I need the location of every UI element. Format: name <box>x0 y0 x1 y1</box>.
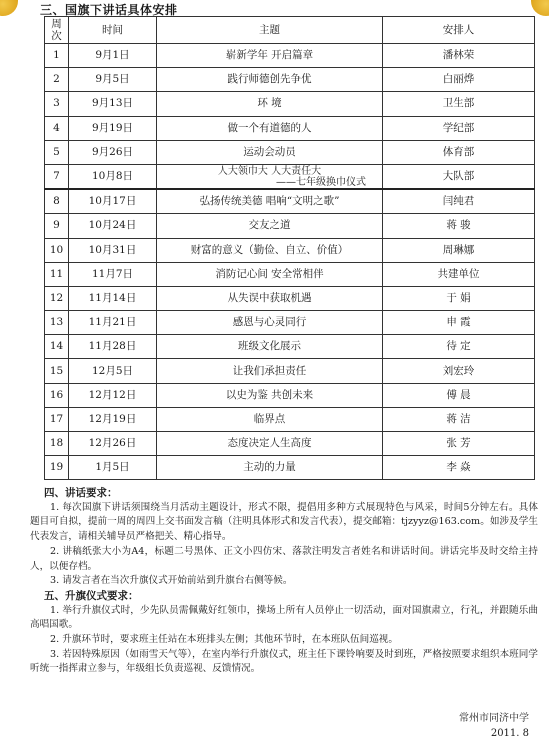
cell-week: 5 <box>45 140 69 164</box>
cell-week: 2 <box>45 68 69 92</box>
cell-week: 4 <box>45 116 69 140</box>
flag-requirement-item: 1. 举行升旗仪式时，少先队员需佩戴好红领巾，操场上所有人员停止一切活动，面对国旗肃立，行礼，并跟随乐曲高唱国歌。 <box>30 604 538 631</box>
cell-week: 14 <box>45 335 69 359</box>
cell-time: 12月19日 <box>69 407 157 431</box>
table-row <box>45 432 535 456</box>
cell-person: 刘宏玲 <box>383 359 535 383</box>
cell-topic-line2: ——七年级换巾仪式 <box>276 176 366 188</box>
cell-person: 蒋 洁 <box>383 407 535 431</box>
cell-topic: 环 境 <box>157 92 383 116</box>
flag-requirement-item: 2. 升旗环节时，要求班主任站在本班排头左侧；其他环节时，在本班队伍间巡视。 <box>50 634 398 646</box>
cell-person: 闫纯君 <box>383 189 535 214</box>
cell-week: 3 <box>45 92 69 116</box>
requirements-section <box>30 486 538 677</box>
header-week: 周次 <box>45 17 69 44</box>
cell-time: 12月12日 <box>69 383 157 407</box>
signature-block <box>459 711 529 741</box>
cell-time: 10月24日 <box>69 214 157 238</box>
cell-topic: 班级文化展示 <box>157 335 383 359</box>
cell-time: 12月5日 <box>69 359 157 383</box>
table-row <box>45 383 535 407</box>
header-person: 安排人 <box>383 17 535 44</box>
cell-topic: 交友之道 <box>157 214 383 238</box>
cell-person: 体育部 <box>383 140 535 164</box>
cell-time: 10月17日 <box>69 189 157 214</box>
table-row <box>45 238 535 262</box>
cell-person: 大队部 <box>383 164 535 189</box>
section-title: 三、国旗下讲话具体安排 <box>40 3 178 17</box>
cell-topic: 消防记心间 安全常相伴 <box>157 262 383 286</box>
cell-time: 10月8日 <box>69 164 157 189</box>
cell-time: 10月31日 <box>69 238 157 262</box>
cell-week: 17 <box>45 407 69 431</box>
cell-person: 张 芳 <box>383 432 535 456</box>
cell-topic: 运动会动员 <box>157 140 383 164</box>
schedule-table <box>44 16 535 480</box>
cell-topic: 做一个有道德的人 <box>157 116 383 140</box>
cell-topic: 财富的意义（勤俭、自立、价值） <box>157 238 383 262</box>
cell-time: 9月19日 <box>69 116 157 140</box>
cell-week: 16 <box>45 383 69 407</box>
speech-requirements-heading: 四、讲话要求： <box>44 487 118 499</box>
cell-week: 10 <box>45 238 69 262</box>
cell-time: 9月13日 <box>69 92 157 116</box>
table-row <box>45 68 535 92</box>
table-row <box>45 189 535 214</box>
cell-person: 白丽烨 <box>383 68 535 92</box>
cell-week: 1 <box>45 44 69 68</box>
cell-week: 9 <box>45 214 69 238</box>
cell-time: 12月26日 <box>69 432 157 456</box>
cell-person: 潘林荣 <box>383 44 535 68</box>
cell-week: 13 <box>45 311 69 335</box>
cell-time: 9月1日 <box>69 44 157 68</box>
cell-time: 11月21日 <box>69 311 157 335</box>
table-row <box>45 456 535 480</box>
speech-requirement-item: 2. 讲稿纸张大小为A4，标题二号黑体、正文小四仿宋、落款注明发言者姓名和讲话时间。讲话完毕及时交给主持人，以便存档。 <box>30 545 538 572</box>
cell-person: 李 焱 <box>383 456 535 480</box>
cell-person: 卫生部 <box>383 92 535 116</box>
cell-time: 11月14日 <box>69 286 157 310</box>
cell-topic: 让我们承担责任 <box>157 359 383 383</box>
cell-topic: 主动的力量 <box>157 456 383 480</box>
cell-week: 12 <box>45 286 69 310</box>
table-row <box>45 286 535 310</box>
cell-time: 11月7日 <box>69 262 157 286</box>
cell-person: 于 娟 <box>383 286 535 310</box>
cell-week: 18 <box>45 432 69 456</box>
cell-person: 申 霞 <box>383 311 535 335</box>
cell-topic: 从失误中获取机遇 <box>157 286 383 310</box>
cell-topic: 感恩与心灵同行 <box>157 311 383 335</box>
document-date: 2011. 8 <box>490 728 529 739</box>
table-row <box>45 140 535 164</box>
cell-time: 11月28日 <box>69 335 157 359</box>
cell-topic-line1: 人大领巾大 人大责任大 <box>217 165 322 177</box>
cell-topic <box>157 164 383 189</box>
table-row <box>45 214 535 238</box>
cell-person: 共建单位 <box>383 262 535 286</box>
cell-topic: 弘扬传统美德 唱响“文明之歌” <box>157 189 383 214</box>
table-row <box>45 335 535 359</box>
cell-topic: 临界点 <box>157 407 383 431</box>
table-row <box>45 92 535 116</box>
table-row <box>45 116 535 140</box>
cell-time: 9月5日 <box>69 68 157 92</box>
table-row <box>45 164 535 189</box>
header-time: 时间 <box>69 17 157 44</box>
cell-time: 1月5日 <box>69 456 157 480</box>
cell-week: 11 <box>45 262 69 286</box>
speech-requirement-item: 3. 请发言者在当次升旗仪式开始前站到升旗台右侧等候。 <box>50 575 293 587</box>
header-topic: 主题 <box>157 17 383 44</box>
cell-topic: 崭新学年 开启篇章 <box>157 44 383 68</box>
table-row <box>45 359 535 383</box>
table-row <box>45 262 535 286</box>
table-header-row <box>45 17 535 44</box>
table-row <box>45 407 535 431</box>
table-row <box>45 311 535 335</box>
cell-week: 15 <box>45 359 69 383</box>
cell-person: 学纪部 <box>383 116 535 140</box>
cell-topic: 践行师德创先争优 <box>157 68 383 92</box>
flag-requirement-item: 3. 若因特殊原因（如雨雪天气等），在室内举行升旗仪式，班主任下课铃响要及时到班，严格按照要求组织本班同学听统一指挥肃立参与，年级组长负责巡视、反馈情况。 <box>30 648 538 675</box>
cell-person: 蒋 骏 <box>383 214 535 238</box>
cell-week: 7 <box>45 164 69 189</box>
seal-decoration-right <box>531 0 549 16</box>
table-row <box>45 44 535 68</box>
seal-decoration-left <box>0 0 18 16</box>
cell-week: 19 <box>45 456 69 480</box>
speech-requirement-item: 1. 每次国旗下讲话须围绕当月活动主题设计，形式不限，提倡用多种方式展现特色与风采，时间5分钟左右。具体题目可自拟，提前一周的周四上交书面发言稿（注明具体形式和发言代表），提交邮箱：tjzyyz@163.com。如涉及学生代表发言，请相关辅导员严格把关、精心指导。 <box>30 501 538 543</box>
cell-topic: 以史为鉴 共创未来 <box>157 383 383 407</box>
cell-person: 傅 晨 <box>383 383 535 407</box>
cell-topic: 态度决定人生高度 <box>157 432 383 456</box>
cell-person: 周琳娜 <box>383 238 535 262</box>
school-name: 常州市同济中学 <box>459 713 529 724</box>
cell-week: 8 <box>45 189 69 214</box>
flag-ceremony-heading: 五、升旗仪式要求： <box>44 589 139 602</box>
cell-person: 待 定 <box>383 335 535 359</box>
cell-time: 9月26日 <box>69 140 157 164</box>
